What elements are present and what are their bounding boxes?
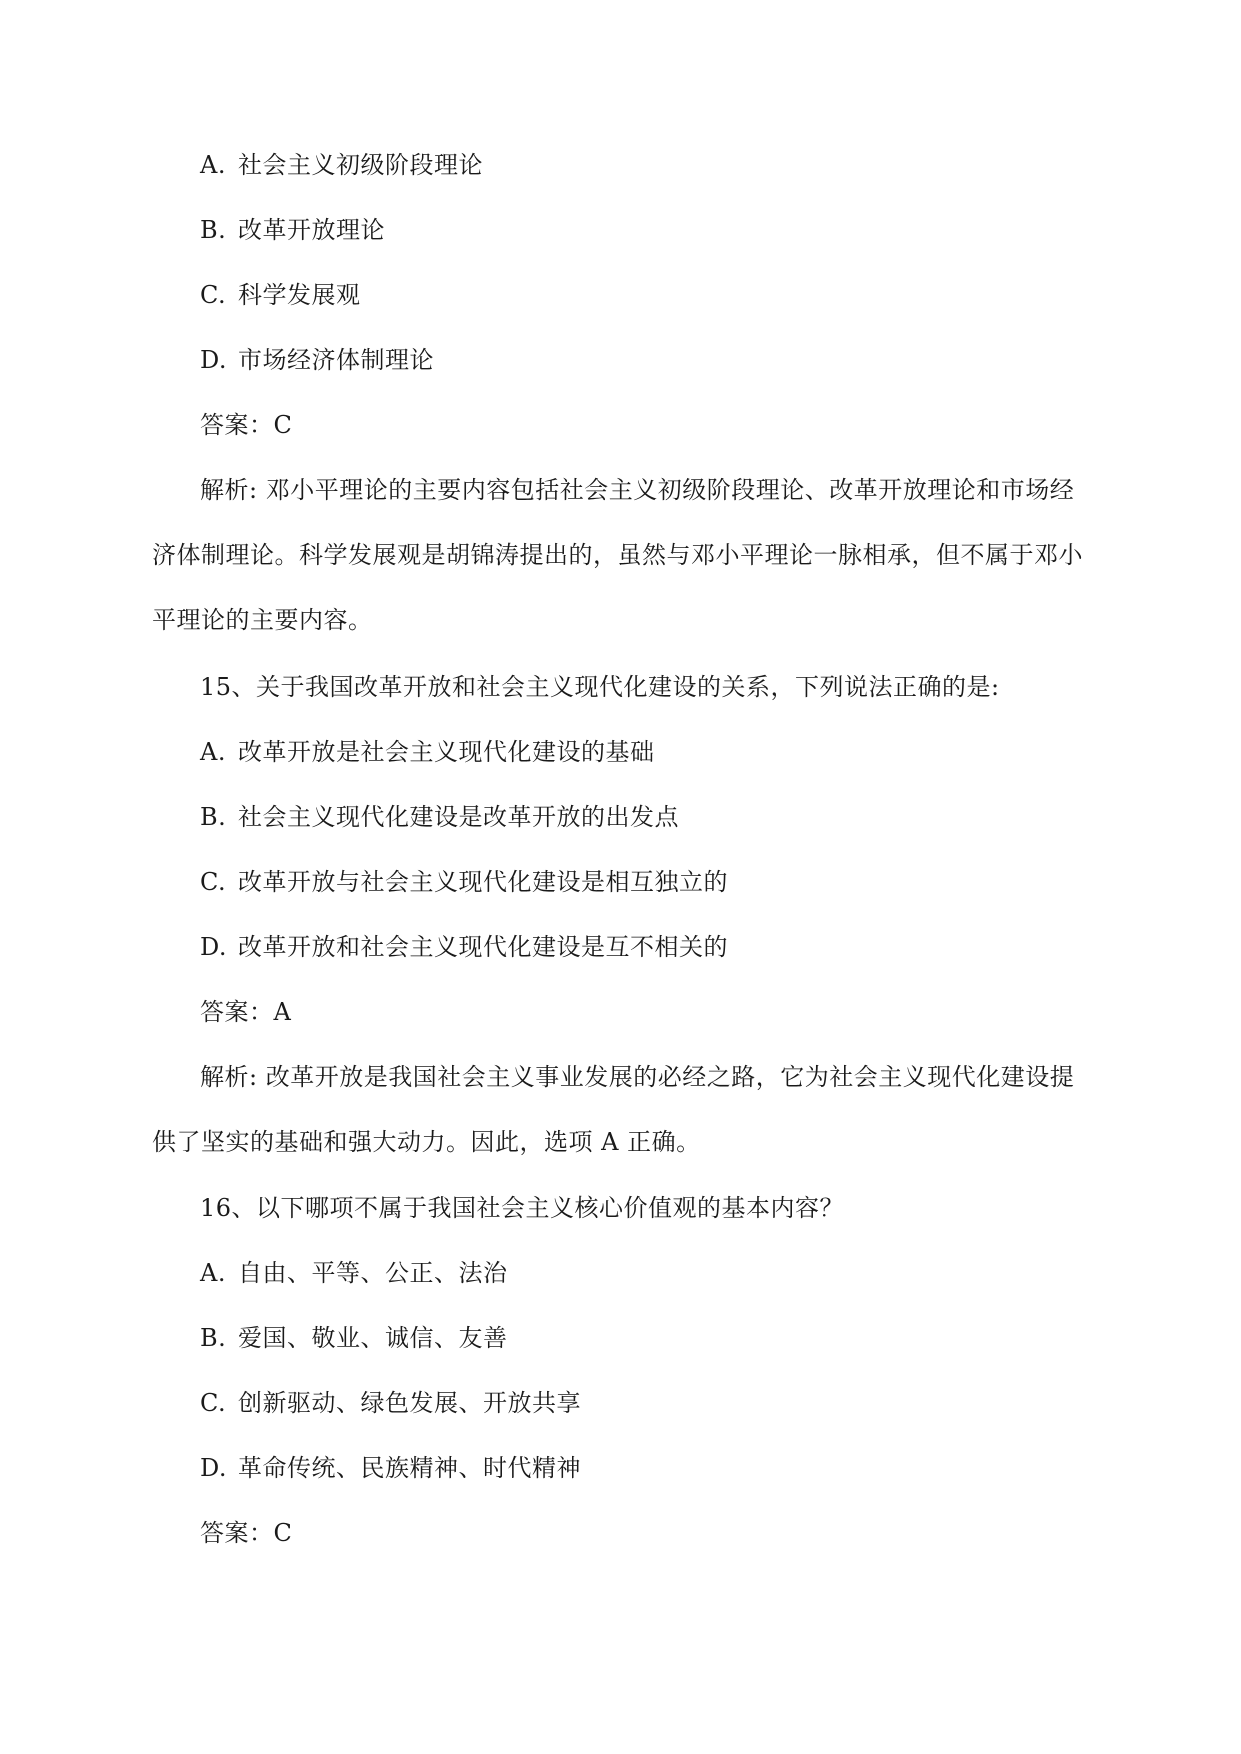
option-letter: C. <box>200 1389 227 1417</box>
option-letter: D. <box>200 1454 228 1482</box>
option-text: 改革开放和社会主义现代化建设是互不相关的 <box>238 933 728 961</box>
option-b <box>200 802 679 832</box>
option-letter: C. <box>200 868 227 896</box>
option-letter: B. <box>200 1324 227 1352</box>
option-c <box>200 1388 581 1418</box>
option-text: 改革开放是社会主义现代化建设的基础 <box>238 738 655 766</box>
option-c <box>200 280 361 310</box>
option-d <box>200 345 434 375</box>
option-text: 市场经济体制理论 <box>238 346 434 374</box>
option-a <box>200 150 483 180</box>
option-letter: A. <box>200 151 226 179</box>
option-text: 创新驱动、绿色发展、开放共享 <box>238 1389 581 1417</box>
option-d <box>200 1453 581 1483</box>
answer: 答案：C <box>200 1519 293 1547</box>
option-a <box>200 1258 508 1288</box>
option-d <box>200 932 728 962</box>
analysis: 解析: 邓小平理论的主要内容包括社会主义初级阶段理论、改革开放理论和市场经济体制理论。科学发展观是胡锦涛提出的，虽然与邓小平理论一脉相承，但不属于邓小平理论的主要内容。 <box>152 476 1083 634</box>
option-text: 科学发展观 <box>238 281 361 309</box>
option-text: 改革开放与社会主义现代化建设是相互独立的 <box>238 868 728 896</box>
answer: 答案：C <box>200 411 293 439</box>
question-15: 15、关于我国改革开放和社会主义现代化建设的关系，下列说法正确的是: <box>200 673 1000 701</box>
option-text: 革命传统、民族精神、时代精神 <box>238 1454 581 1482</box>
question-16: 16、以下哪项不属于我国社会主义核心价值观的基本内容？ <box>200 1194 845 1222</box>
option-letter: A. <box>200 1259 226 1287</box>
option-text: 社会主义初级阶段理论 <box>238 151 483 179</box>
option-text: 改革开放理论 <box>238 216 385 244</box>
option-letter: D. <box>200 933 228 961</box>
option-letter: D. <box>200 346 228 374</box>
option-b <box>200 215 385 245</box>
option-text: 社会主义现代化建设是改革开放的出发点 <box>238 803 679 831</box>
answer: 答案：A <box>200 998 292 1026</box>
option-b <box>200 1323 508 1353</box>
option-letter: B. <box>200 803 227 831</box>
analysis: 解析: 改革开放是我国社会主义事业发展的必经之路，它为社会主义现代化建设提供了坚实的基础和强大动力。因此，选项 A 正确。 <box>152 1063 1075 1156</box>
option-letter: B. <box>200 216 227 244</box>
option-letter: A. <box>200 738 226 766</box>
option-c <box>200 867 728 897</box>
option-a <box>200 737 655 767</box>
option-text: 自由、平等、公正、法治 <box>238 1259 508 1287</box>
option-letter: C. <box>200 281 227 309</box>
option-text: 爱国、敬业、诚信、友善 <box>238 1324 508 1352</box>
